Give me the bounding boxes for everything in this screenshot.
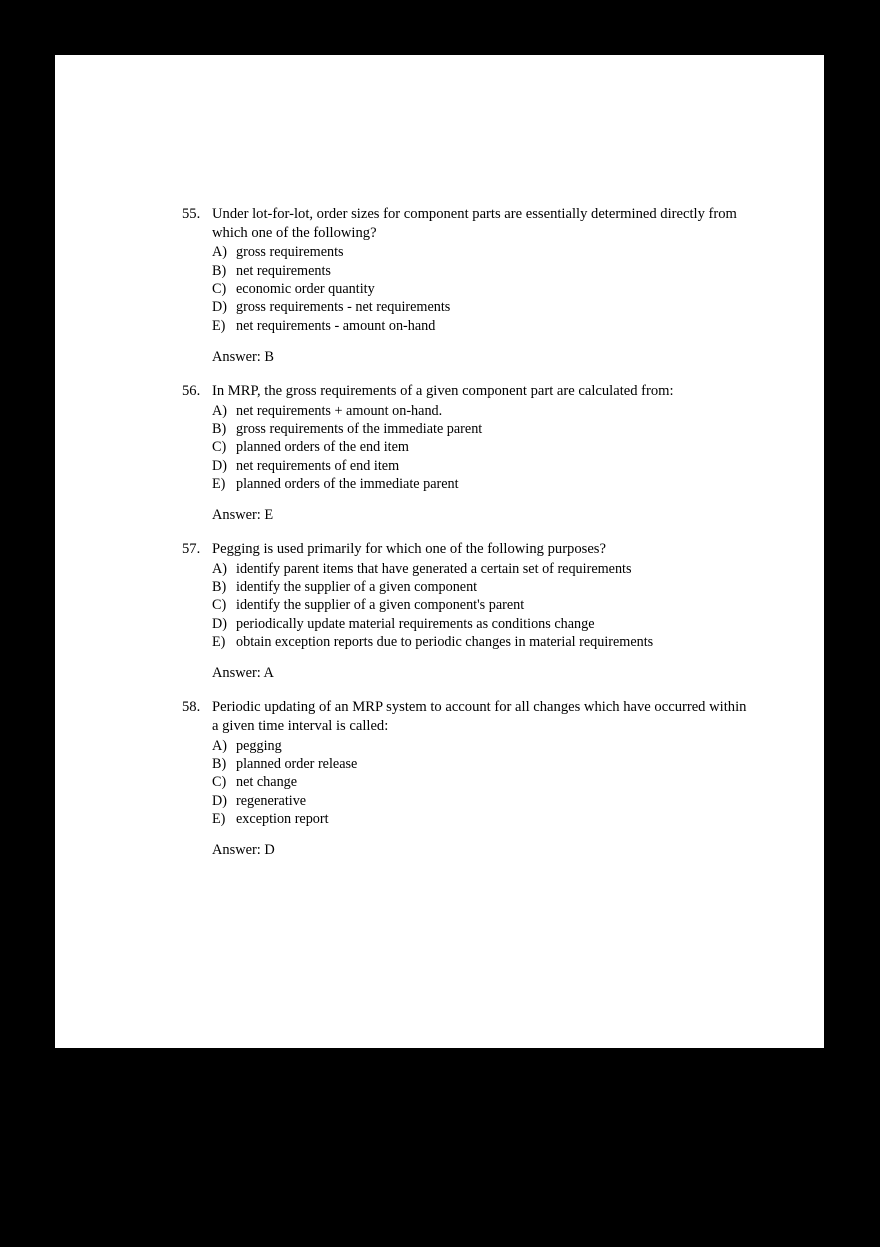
- choice-text: identify the supplier of a given component: [236, 579, 478, 596]
- choice-option[interactable]: [212, 755, 747, 773]
- answer-line: Answer: E: [212, 507, 274, 524]
- choice-text: planned order release: [236, 756, 358, 773]
- choice-letter: C): [212, 597, 227, 614]
- choice-letter: A): [212, 737, 227, 754]
- question-heading: [182, 382, 747, 401]
- answer-line: Answer: B: [212, 348, 274, 365]
- choice-option[interactable]: [212, 457, 747, 475]
- question-number: 58.: [182, 699, 201, 716]
- choice-letter: E): [212, 634, 226, 651]
- choice-list: [182, 737, 747, 829]
- choice-letter: C): [212, 280, 227, 297]
- choice-letter: E): [212, 317, 226, 334]
- choice-option[interactable]: [212, 615, 747, 633]
- choice-option[interactable]: [212, 578, 747, 596]
- choice-text: pegging: [236, 737, 282, 754]
- choice-text: identify parent items that have generated a certain set of requirements: [236, 560, 632, 577]
- choice-text: net change: [236, 774, 298, 791]
- choice-option[interactable]: [212, 262, 747, 280]
- question-stem: Pegging is used primarily for which one of the following purposes?: [212, 541, 606, 558]
- choice-option[interactable]: [212, 596, 747, 614]
- choice-letter: C): [212, 439, 227, 456]
- choice-letter: E): [212, 810, 226, 827]
- choice-text: exception report: [236, 810, 329, 827]
- choice-letter: C): [212, 774, 227, 791]
- document-page: [55, 55, 824, 1048]
- choice-text: identify the supplier of a given component's parent: [236, 597, 525, 614]
- choice-option[interactable]: [212, 280, 747, 298]
- choice-letter: A): [212, 560, 227, 577]
- choice-letter: A): [212, 244, 227, 261]
- choice-text: regenerative: [236, 792, 307, 809]
- choice-letter: D): [212, 299, 227, 316]
- choice-text: net requirements of end item: [236, 457, 400, 474]
- question-number: 57.: [182, 541, 201, 558]
- question-block: [182, 698, 747, 859]
- choice-text: net requirements: [236, 262, 331, 279]
- question-heading: [182, 698, 747, 735]
- choice-option[interactable]: [212, 773, 747, 791]
- choice-option[interactable]: [212, 402, 747, 420]
- choice-letter: B): [212, 756, 227, 773]
- choice-option[interactable]: [212, 475, 747, 493]
- choice-letter: B): [212, 262, 227, 279]
- question-list: [182, 205, 747, 875]
- choice-option[interactable]: [212, 298, 747, 316]
- choice-list: [182, 560, 747, 652]
- choice-text: gross requirements: [236, 244, 344, 261]
- question-number: 55.: [182, 206, 201, 222]
- choice-option[interactable]: [212, 810, 747, 828]
- choice-option[interactable]: [212, 243, 747, 261]
- question-heading: [182, 540, 747, 559]
- question-stem: Periodic updating of an MRP system to account for all changes which have occurred within a given time interval is called:: [212, 699, 747, 735]
- choice-text: net requirements - amount on-hand: [236, 317, 436, 334]
- choice-list: [182, 243, 747, 335]
- choice-option[interactable]: [212, 438, 747, 456]
- choice-option[interactable]: [212, 317, 747, 335]
- choice-list: [182, 402, 747, 494]
- choice-text: planned orders of the immediate parent: [236, 475, 459, 492]
- choice-text: gross requirements of the immediate parent: [236, 420, 483, 437]
- choice-text: net requirements + amount on-hand.: [236, 402, 443, 419]
- question-block: [182, 205, 747, 366]
- question-number: 56.: [182, 382, 201, 399]
- choice-option[interactable]: [212, 633, 747, 651]
- choice-text: gross requirements - net requirements: [236, 299, 451, 316]
- answer-line: Answer: D: [212, 842, 275, 859]
- choice-letter: D): [212, 615, 227, 632]
- question-stem: Under lot-for-lot, order sizes for component parts are essentially determined directly from which one of the following?: [212, 206, 737, 241]
- choice-letter: A): [212, 402, 227, 419]
- choice-letter: D): [212, 457, 227, 474]
- question-heading: [182, 205, 747, 242]
- choice-letter: B): [212, 420, 227, 437]
- choice-option[interactable]: [212, 792, 747, 810]
- choice-option[interactable]: [212, 420, 747, 438]
- choice-text: obtain exception reports due to periodic changes in material requirements: [236, 634, 654, 651]
- choice-letter: B): [212, 579, 227, 596]
- choice-option[interactable]: [212, 560, 747, 578]
- choice-option[interactable]: [212, 737, 747, 755]
- question-stem: In MRP, the gross requirements of a given component part are calculated from:: [212, 382, 674, 399]
- choice-letter: D): [212, 792, 227, 809]
- answer-line: Answer: A: [212, 665, 274, 682]
- choice-text: planned orders of the end item: [236, 439, 409, 456]
- question-block: [182, 540, 747, 682]
- choice-text: periodically update material requirements as conditions change: [236, 615, 595, 632]
- question-block: [182, 382, 747, 524]
- choice-text: economic order quantity: [236, 280, 375, 297]
- choice-letter: E): [212, 475, 226, 492]
